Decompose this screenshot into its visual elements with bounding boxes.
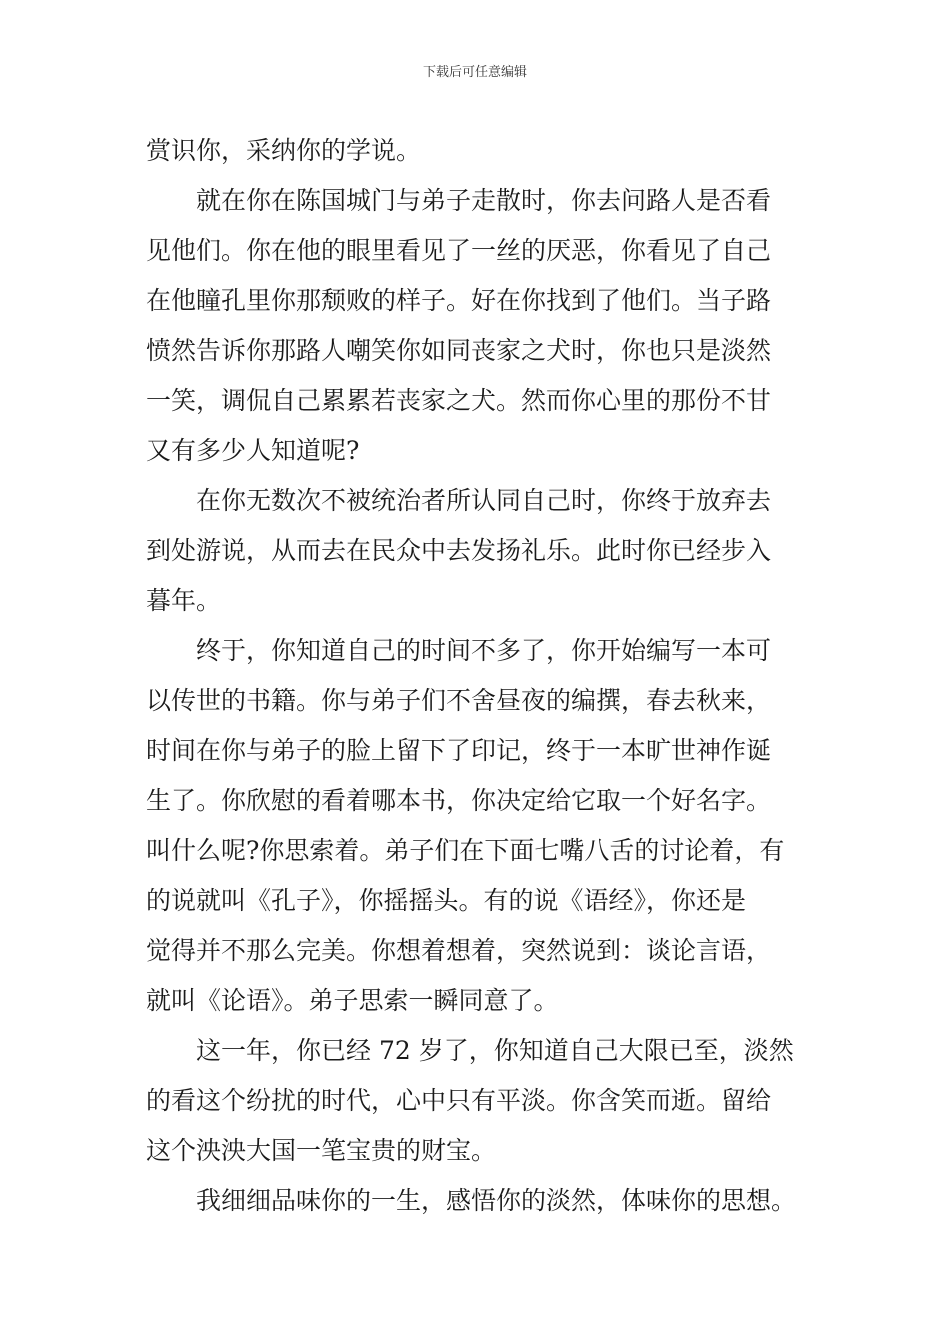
paragraph-start-line: 这一年，你已经 72 岁了，你知道自己大限已至，淡然 [196, 1036, 794, 1065]
text-line: 暮年。 [146, 586, 222, 615]
text-line: 到处游说，从而去在民众中去发扬礼乐。此时你已经步入 [146, 536, 772, 565]
paragraph-start-line: 终于，你知道自己的时间不多了，你开始编写一本可 [196, 636, 772, 665]
text-line: 在他瞳孔里你那颓败的样子。好在你找到了他们。当子路 [146, 286, 772, 315]
text-line: 一笑，调侃自己累累若丧家之犬。然而你心里的那份不甘 [146, 386, 772, 415]
text-line: 的说就叫《孔子》，你摇摇头。有的说《语经》，你还是 [146, 886, 747, 915]
paragraph-start-line: 就在你在陈国城门与弟子走散时，你去问路人是否看 [196, 186, 772, 215]
text-line: 叫什么呢?你思索着。弟子们在下面七嘴八舌的讨论着，有 [146, 836, 785, 865]
text-line: 觉得并不那么完美。你想着想着，突然说到：谈论言语， [146, 936, 772, 965]
document-body [146, 126, 826, 1226]
text-line: 就叫《论语》。弟子思索一瞬同意了。 [146, 986, 559, 1015]
text-line: 愤然告诉你那路人嘲笑你如同丧家之犬时，你也只是淡然 [146, 336, 772, 365]
paragraph-start-line: 我细细品味你的一生，感悟你的淡然，体味你的思想。 [196, 1186, 797, 1215]
text-line: 的看这个纷扰的时代，心中只有平淡。你含笑而逝。留给 [146, 1086, 772, 1115]
text-line: 时间在你与弟子的脸上留下了印记，终于一本旷世神作诞 [146, 736, 772, 765]
text-line: 见他们。你在他的眼里看见了一丝的厌恶，你看见了自己 [146, 236, 772, 265]
text-line: 赏识你，采纳你的学说。 [146, 136, 422, 165]
paragraph-start-line: 在你无数次不被统治者所认同自己时，你终于放弃去 [196, 486, 772, 515]
text-line: 生了。你欣慰的看着哪本书，你决定给它取一个好名字。 [146, 786, 772, 815]
text-line: 又有多少人知道呢? [146, 436, 360, 465]
text-line: 这个泱泱大国一笔宝贵的财宝。 [146, 1136, 497, 1165]
text-line: 以传世的书籍。你与弟子们不舍昼夜的编撰，春去秋来， [146, 686, 772, 715]
page-header: 下载后可任意编辑 [422, 65, 527, 80]
